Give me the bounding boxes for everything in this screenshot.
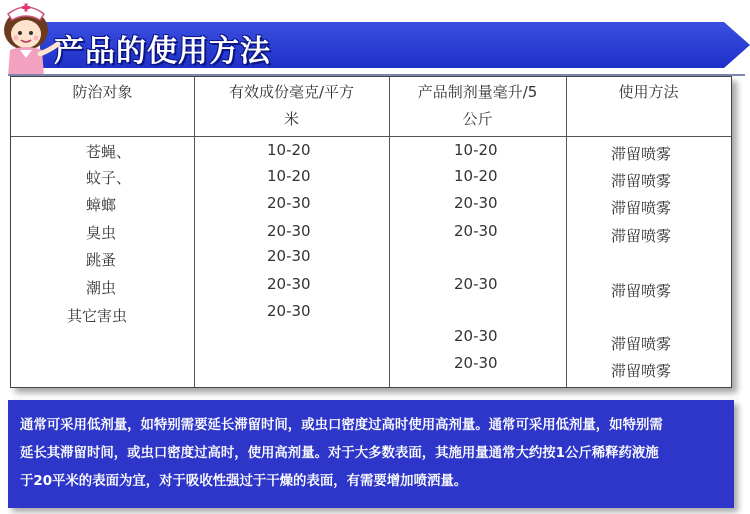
method-cell: 滞留喷雾 bbox=[611, 172, 672, 190]
header-method bbox=[566, 77, 731, 138]
product-dose-cell: 20-30 bbox=[454, 222, 498, 240]
header-target bbox=[11, 77, 194, 138]
method-cell: 滞留喷雾 bbox=[611, 145, 672, 163]
usage-note-text bbox=[20, 412, 726, 496]
product-dose-cell: 10-20 bbox=[454, 167, 498, 185]
active-dose-cell: 20-30 bbox=[267, 275, 311, 293]
banner-notch bbox=[724, 22, 750, 68]
title-banner bbox=[40, 22, 750, 68]
method-cell: 滞留喷雾 bbox=[611, 282, 672, 300]
usage-note-panel bbox=[8, 400, 734, 508]
method-cell: 滞留喷雾 bbox=[611, 362, 672, 380]
method-cell: 滞留喷雾 bbox=[611, 199, 672, 217]
note-line: 延长其滞留时间，或虫口密度过高时，使用高剂量。对于大多数表面，其施用量通常大约按1公斤稀释药液施 bbox=[20, 446, 659, 461]
pest-cell: 蟑螂 bbox=[86, 196, 117, 214]
method-cell: 滞留喷雾 bbox=[611, 227, 672, 245]
product-dose-cell: 20-30 bbox=[454, 327, 498, 345]
product-dose-cell: 20-30 bbox=[454, 354, 498, 372]
pest-cell: 臭虫 bbox=[86, 224, 117, 242]
pest-cell: 潮虫 bbox=[86, 279, 117, 297]
pest-cell: 蚊子、 bbox=[86, 169, 132, 187]
product-dose-cell: 10-20 bbox=[454, 141, 498, 159]
banner-title: 产品的使用方法 bbox=[54, 34, 271, 69]
header-target-label: 防治对象 bbox=[72, 83, 133, 101]
note-line: 通常可采用低剂量，如特别需要延长滞留时间，或虫口密度过高时使用高剂量。通常可采用低剂量，如特别需 bbox=[20, 418, 663, 433]
header-active-dose-line1: 有效成份毫克/平方 bbox=[228, 83, 355, 101]
active-dose-cell: 10-20 bbox=[267, 141, 311, 159]
header-product-dose bbox=[389, 77, 566, 138]
usage-table bbox=[10, 76, 732, 388]
pest-cell: 其它害虫 bbox=[67, 307, 128, 325]
header-active-dose-line2: 米 bbox=[283, 110, 299, 128]
active-dose-cell: 20-30 bbox=[267, 194, 311, 212]
pest-cell: 跳蚤 bbox=[86, 251, 117, 269]
header-active-dose bbox=[194, 77, 389, 138]
active-dose-cell: 20-30 bbox=[267, 247, 311, 265]
header-product-dose-line1: 产品制剂量毫升/5 bbox=[417, 83, 538, 101]
method-cell: 滞留喷雾 bbox=[611, 335, 672, 353]
header-product-dose-line2: 公斤 bbox=[462, 110, 493, 128]
active-dose-cell: 10-20 bbox=[267, 167, 311, 185]
product-dose-cell: 20-30 bbox=[454, 194, 498, 212]
header-method-label: 使用方法 bbox=[618, 83, 679, 101]
active-dose-cell: 20-30 bbox=[267, 222, 311, 240]
note-line: 于20平米的表面为宜，对于吸收性强过于干燥的表面，有需要增加喷洒量。 bbox=[20, 474, 468, 489]
product-dose-cell: 20-30 bbox=[454, 275, 498, 293]
pest-cell: 苍蝇、 bbox=[86, 143, 132, 161]
active-dose-cell: 20-30 bbox=[267, 302, 311, 320]
